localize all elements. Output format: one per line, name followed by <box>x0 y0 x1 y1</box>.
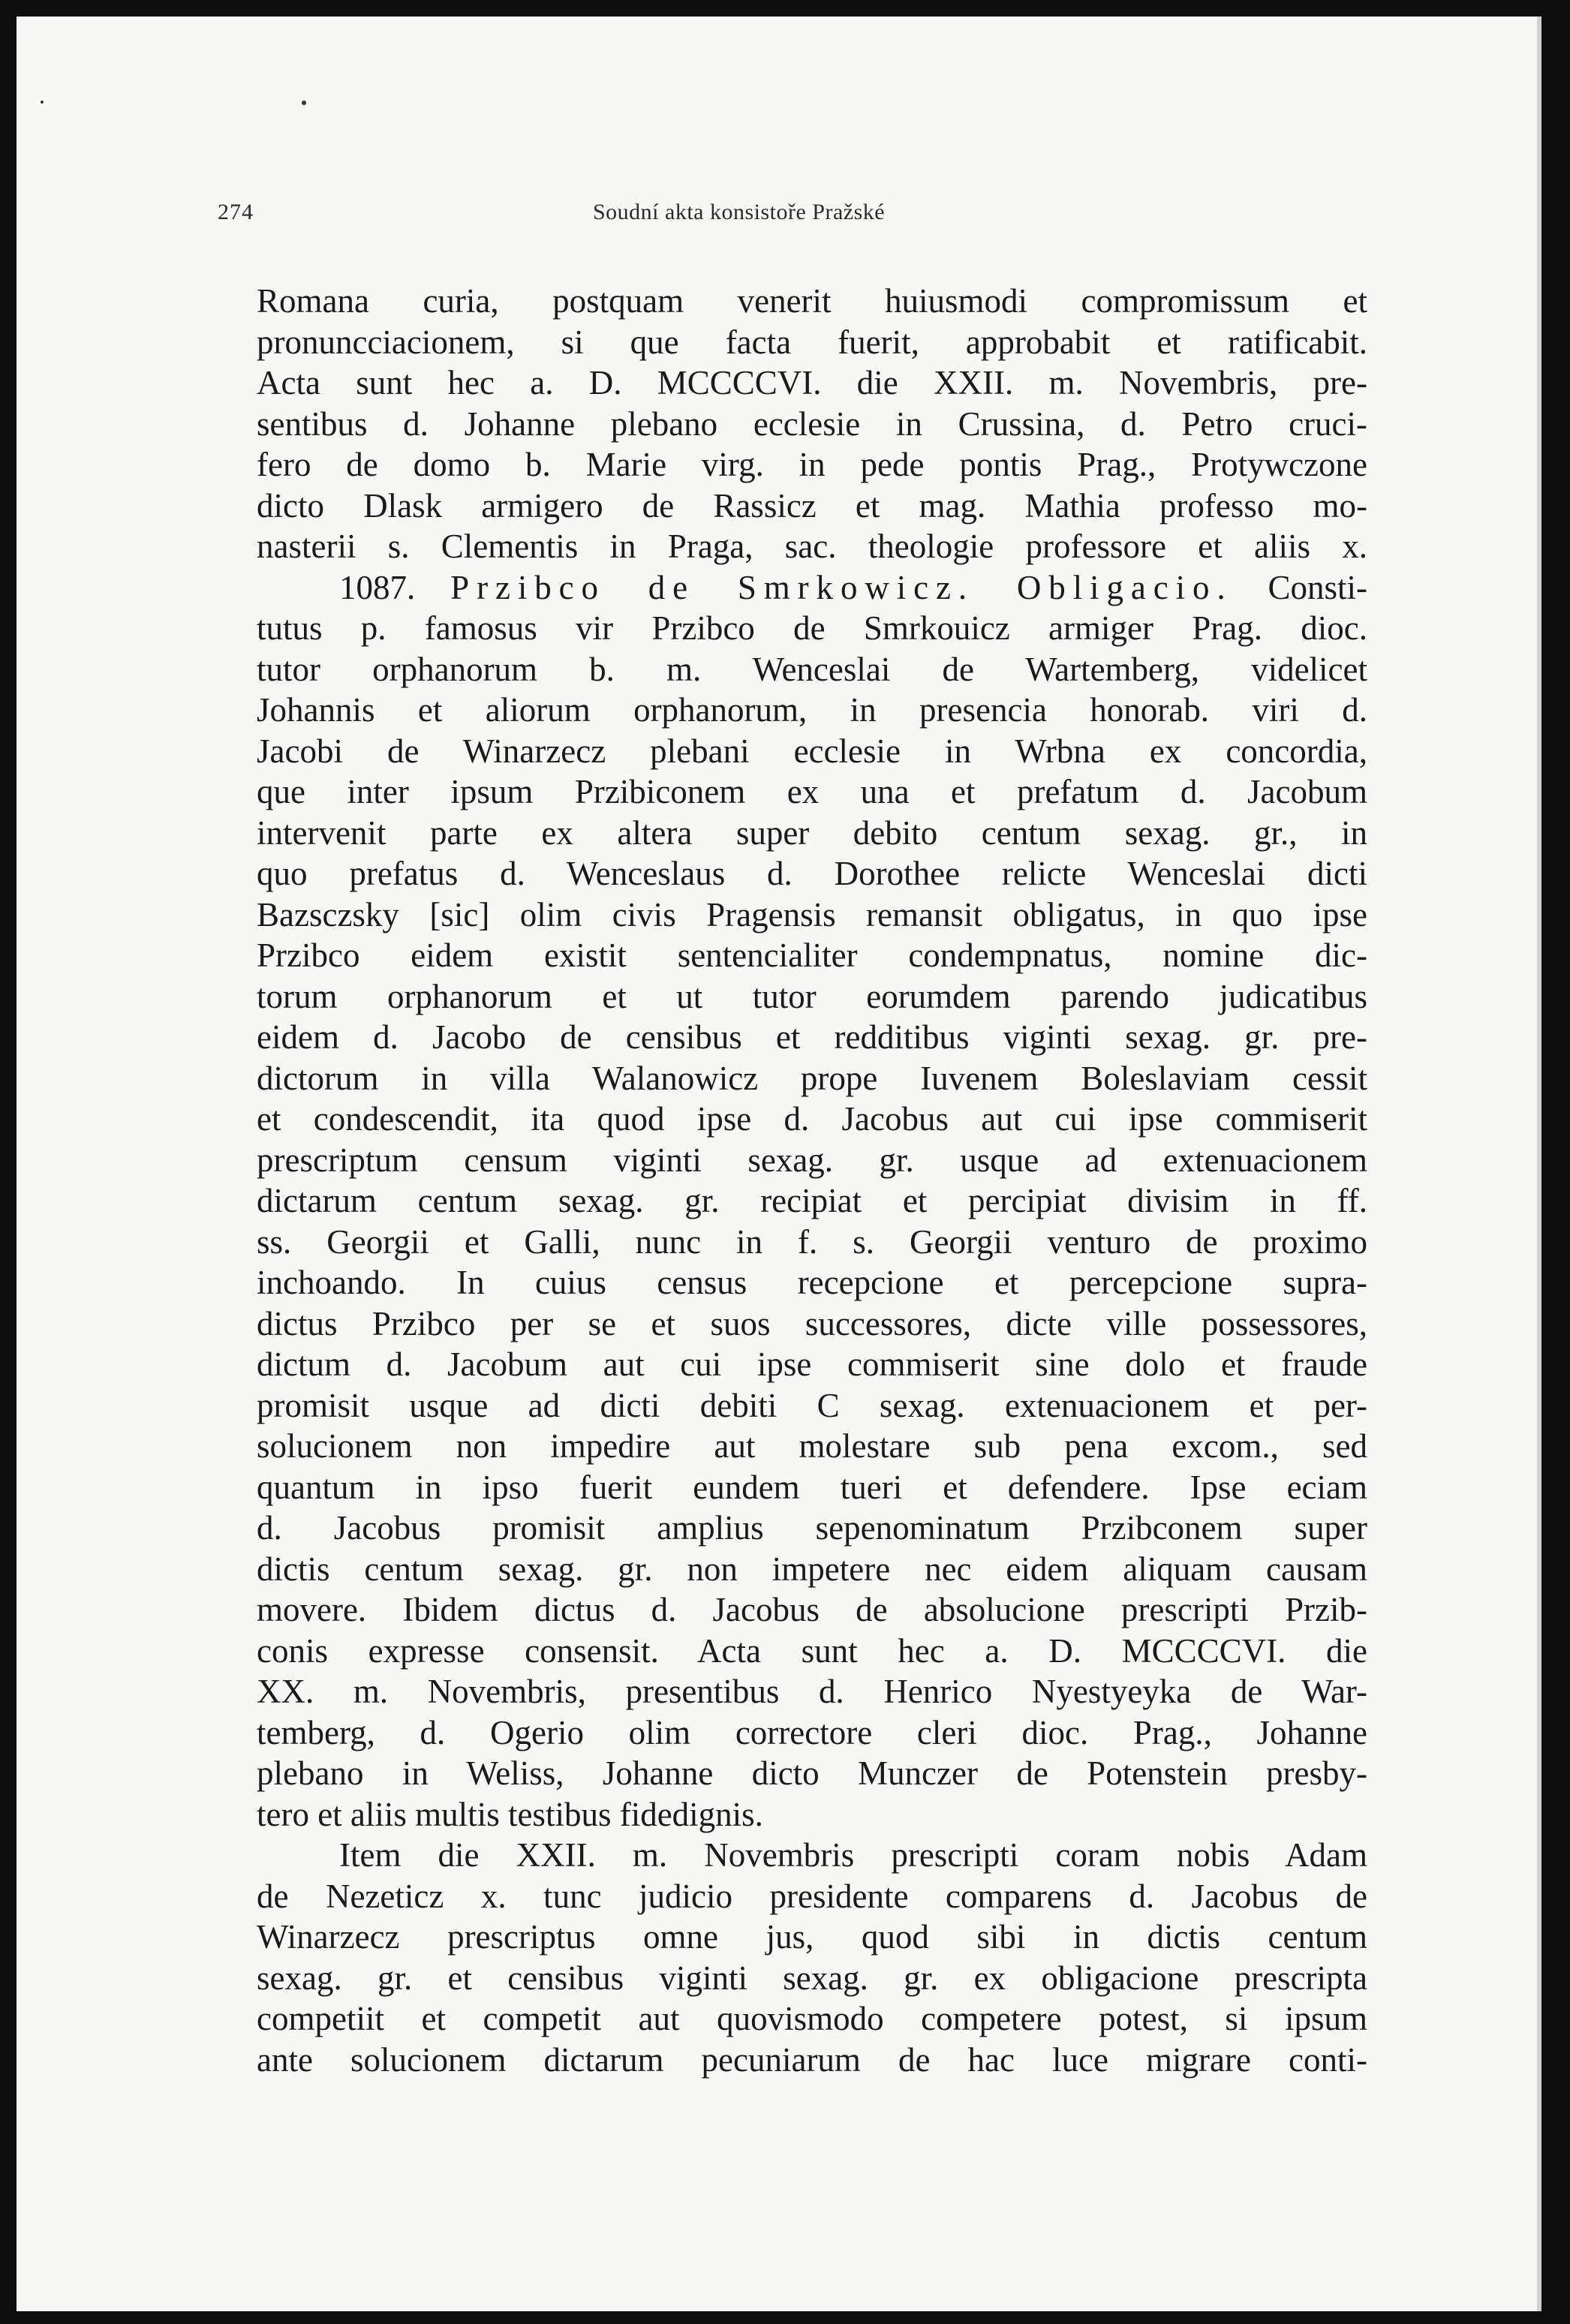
text-line: eidem d. Jacobo de censibus et redditibus viginti sexag. gr. pre- <box>257 1018 1367 1056</box>
text-line: tero et aliis multis testibus fidedignis. <box>257 1795 763 1833</box>
entry-text-start: Consti- <box>1268 568 1368 606</box>
text-line: solucionem non impedire aut molestare sub pena excom., sed <box>257 1427 1367 1465</box>
text-line: conis expresse consensit. Acta sunt hec a. D. MCCCCVI. die <box>257 1631 1367 1670</box>
text-line: dictarum centum sexag. gr. recipiat et percipiat divisim in ff. <box>257 1182 1367 1219</box>
text-line: prescriptum censum viginti sexag. gr. usque ad extenuacionem <box>257 1141 1367 1179</box>
text-line: pronuncciacionem, si que facta fuerit, approbabit et ratificabit. <box>257 323 1367 361</box>
text-line: inchoando. In cuius census recepcione et percepcione supra- <box>257 1264 1367 1301</box>
text-line: Romana curia, postquam venerit huiusmodi compromissum et <box>257 282 1367 320</box>
text-line: Winarzecz prescriptus omne jus, quod sibi in dictis centum <box>257 1918 1367 1956</box>
text-line: Przibco eidem existit sentencialiter condempnatus, nomine dic- <box>257 937 1367 974</box>
text-line: quo prefatus d. Wenceslaus d. Dorothee relicte Wenceslai dicti <box>257 855 1367 892</box>
text-line: sentibus d. Johanne plebano ecclesie in Crussina, d. Petro cruci- <box>257 404 1367 443</box>
text-line: XX. m. Novembris, presentibus d. Henrico Nyestyeyka de War- <box>257 1673 1367 1710</box>
text-line: dictus Przibco per se et suos successores, dicte ville possessores, <box>257 1304 1367 1342</box>
text-line: sexag. gr. et censibus viginti sexag. gr. ex obligacione prescripta <box>257 1959 1367 1997</box>
text-line: dictorum in villa Walanowicz prope Iuvenem Boleslaviam cessit <box>257 1059 1367 1097</box>
running-header <box>17 200 1541 233</box>
document-page <box>17 17 1541 2311</box>
text-line: et condescendit, ita quod ipse d. Jacobus aut cui ipse commiserit <box>257 1100 1367 1138</box>
running-title: Soudní akta konsistoře Pražské <box>593 200 886 224</box>
text-line: quantum in ipso fuerit eundem tueri et defendere. Ipse eciam <box>257 1468 1367 1506</box>
text-line: dictum d. Jacobum aut cui ipse commiserit sine dolo et fraude <box>257 1345 1367 1383</box>
text-line: Jacobi de Winarzecz plebani ecclesie in Wrbna ex concordia, <box>257 732 1367 770</box>
text-line: fero de domo b. Marie virg. in pede pontis Prag., Protywczone <box>257 446 1367 483</box>
text-line: nasterii s. Clementis in Praga, sac. theologie professore et aliis x. <box>257 528 1367 565</box>
entry-number: 1087. <box>339 568 416 606</box>
text-line: Item die XXII. m. Novembris prescripti coram nobis Adam <box>339 1836 1367 1874</box>
entry-title: Przibco de Smrkowicz. Obligacio. <box>450 568 1233 606</box>
text-line: Bazsczsky [sic] olim civis Pragensis remansit obligatus, in quo ipse <box>257 895 1367 934</box>
text-line: competiit et competit aut quovismodo competere potest, si ipsum <box>257 2000 1367 2037</box>
text-line: tutus p. famosus vir Przibco de Smrkouicz armiger Prag. dioc. <box>257 609 1367 647</box>
text-line: Johannis et aliorum orphanorum, in presencia honorab. viri d. <box>257 691 1367 729</box>
body-text <box>257 281 1367 2080</box>
text-line: de Nezeticz x. tunc judicio presidente comparens d. Jacobus de <box>257 1877 1367 1915</box>
text-line: intervenit parte ex altera super debito centum sexag. gr., in <box>257 813 1367 852</box>
page-edge <box>1537 17 1541 2311</box>
page-number: 274 <box>218 200 254 224</box>
text-line: temberg, d. Ogerio olim correctore cleri dioc. Prag., Johanne <box>257 1713 1367 1751</box>
text-line: Acta sunt hec a. D. MCCCCVI. die XXII. m. Novembris, pre- <box>257 364 1367 401</box>
print-speck <box>302 101 306 105</box>
text-line: tutor orphanorum b. m. Wenceslai de Wartemberg, videlicet <box>257 650 1367 688</box>
text-line: ante solucionem dictarum pecuniarum de hac luce migrare conti- <box>257 2040 1367 2079</box>
text-line: torum orphanorum et ut tutor eorumdem parendo judicatibus <box>257 977 1367 1015</box>
text-line: promisit usque ad dicti debiti C sexag. extenuacionem et per- <box>257 1386 1367 1424</box>
text-line: plebano in Weliss, Johanne dicto Munczer de Potenstein presby- <box>257 1754 1367 1792</box>
text-line: que inter ipsum Przibiconem ex una et prefatum d. Jacobum <box>257 773 1367 810</box>
text-line: ss. Georgii et Galli, nunc in f. s. Georgii venturo de proximo <box>257 1222 1367 1261</box>
print-speck <box>41 101 44 104</box>
text-line: dicto Dlask armigero de Rassicz et mag. Mathia professo mo- <box>257 486 1367 525</box>
entry-heading-line <box>257 567 1367 609</box>
text-line: dictis centum sexag. gr. non impetere nec eidem aliquam causam <box>257 1550 1367 1588</box>
text-line: movere. Ibidem dictus d. Jacobus de absolucione prescripti Przib- <box>257 1591 1367 1628</box>
text-line: d. Jacobus promisit amplius sepenominatum Przibconem super <box>257 1509 1367 1547</box>
